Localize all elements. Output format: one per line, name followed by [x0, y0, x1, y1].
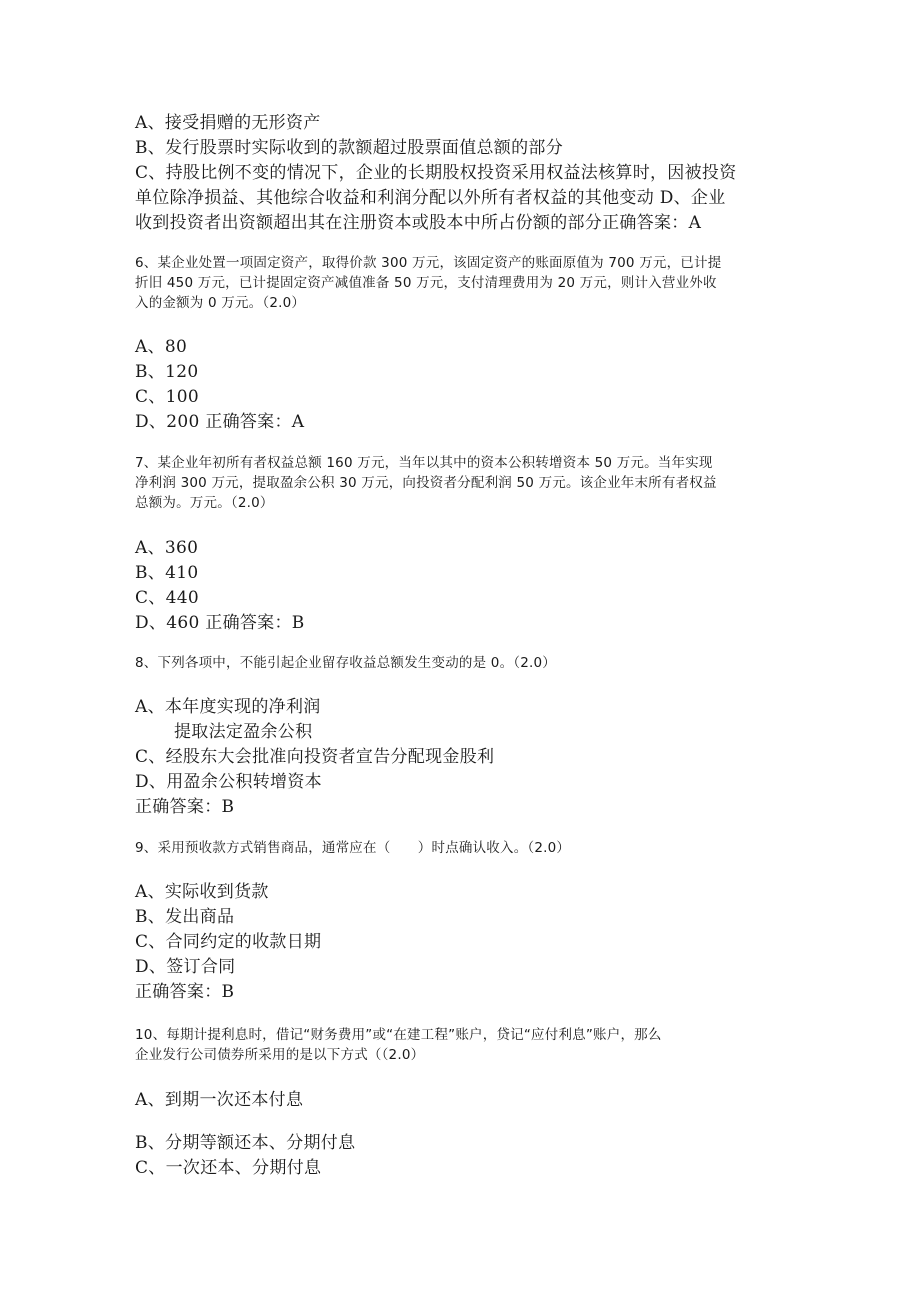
option-line: A、实际收到货款	[135, 882, 269, 902]
question-text: 7、某企业年初所有者权益总额 160 万元，当年以其中的资本公积转增资本 50 万元。当年实现	[135, 455, 713, 471]
option-line: 单位除净损益、其他综合收益和利润分配以外所有者权益的其他变动 D、企业	[135, 188, 726, 208]
option-line: C、一次还本、分期付息	[135, 1158, 322, 1178]
question-text: 企业发行公司债券所采用的是以下方式（（2.0）	[135, 1047, 425, 1063]
option-line: C、100	[135, 387, 199, 407]
option-line: B、410	[135, 563, 199, 583]
question-text: 6、某企业处置一项固定资产，取得价款 300 万元，该固定资产的账面原值为 700 万元，已计提	[135, 255, 722, 271]
question-text: 总额为。万元。（2.0）	[135, 495, 274, 511]
answer-line: 正确答案：B	[135, 982, 235, 1002]
option-line: C、合同约定的收款日期	[135, 932, 322, 952]
option-line: D、460 正确答案：B	[135, 613, 305, 633]
option-line: C、440	[135, 588, 199, 608]
question-text: 净利润 300 万元，提取盈余公积 30 万元，向投资者分配利润 50 万元。该企业年末所有者权益	[135, 475, 717, 491]
option-line: B、发出商品	[135, 907, 235, 927]
option-line: A、接受捐赠的无形资产	[135, 113, 321, 133]
question-text: 8、下列各项中，不能引起企业留存收益总额发生变动的是 0。（2.0）	[135, 655, 556, 671]
question-text: 入的金额为 0 万元。（2.0）	[135, 295, 306, 311]
option-line: C、持股比例不变的情况下，企业的长期股权投资采用权益法核算时，因被投资	[135, 163, 737, 183]
question-text: 10、每期计提利息时，借记“财务费用”或“在建工程”账户，贷记“应付利息”账户，那么	[135, 1027, 662, 1043]
option-line: B、分期等额还本、分期付息	[135, 1133, 356, 1153]
option-line: A、到期一次还本付息	[135, 1090, 304, 1110]
option-line: A、80	[135, 337, 188, 357]
answer-line: 正确答案：B	[135, 797, 235, 817]
question-text: 折旧 450 万元，已计提固定资产减值准备 50 万元，支付清理费用为 20 万元，则计入营业外收	[135, 275, 717, 291]
option-line: C、经股东大会批准向投资者宣告分配现金股利	[135, 747, 495, 767]
option-line: D、200 正确答案：A	[135, 412, 305, 432]
option-line: A、本年度实现的净利润	[135, 697, 321, 717]
question-text: 9、采用预收款方式销售商品，通常应在（ ）时点确认收入。（2.0）	[135, 840, 571, 856]
option-line: 提取法定盈余公积	[174, 722, 313, 742]
option-line: A、360	[135, 538, 199, 558]
option-line: B、发行股票时实际收到的款额超过股票面值总额的部分	[135, 138, 563, 158]
option-line: 收到投资者出资额超出其在注册资本或股本中所占份额的部分正确答案：A	[135, 213, 702, 233]
option-line: B、120	[135, 362, 199, 382]
option-line: D、用盈余公积转增资本	[135, 772, 322, 792]
option-line: D、签订合同	[135, 957, 236, 977]
